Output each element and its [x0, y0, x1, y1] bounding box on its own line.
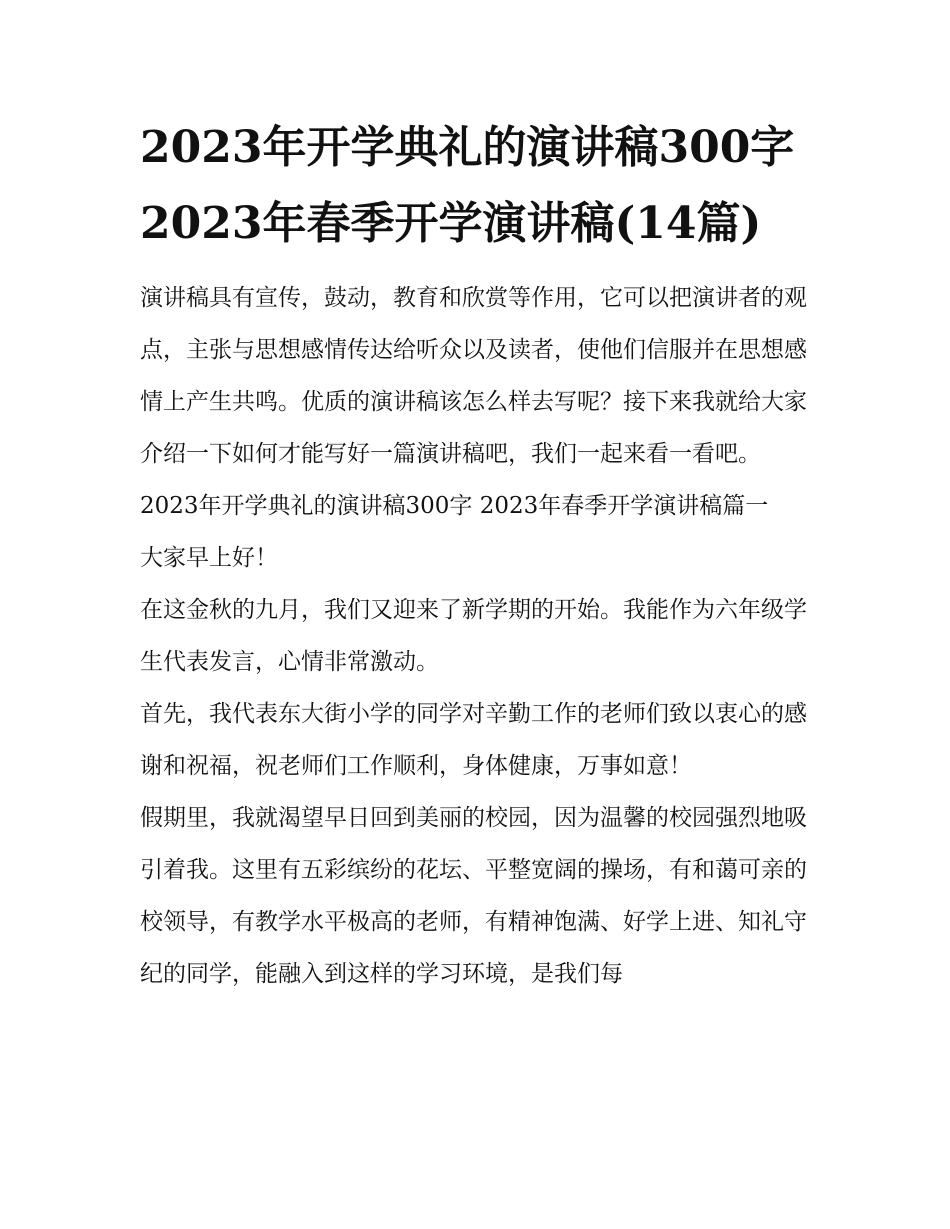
document-title: 2023年开学典礼的演讲稿300字 2023年春季开学演讲稿(14篇): [140, 122, 795, 249]
body-paragraph: 假期里，我就渴望早日回到美丽的校园，因为温馨的校园强烈地吸引着我。这里有五彩缤纷的花坛、平整宽阔的操场，有和蔼可亲的校领导，有教学水平极高的老师，有精神饱满、好学上进、知礼守纪的同学，能融入到这样的学习环境，是我们每: [140, 805, 807, 987]
section-heading: 2023年开学典礼的演讲稿300字 2023年春季开学演讲稿篇一: [140, 493, 769, 519]
greeting-paragraph: 大家早上好！: [140, 545, 278, 571]
body-paragraph: 在这金秋的九月，我们又迎来了新学期的开始。我能作为六年级学生代表发言，心情非常激动。: [140, 597, 807, 675]
document-page: [140, 110, 820, 1000]
body-paragraph: 首先，我代表东大街小学的同学对辛勤工作的老师们致以衷心的感谢和祝福，祝老师们工作顺利，身体健康，万事如意！: [140, 701, 807, 779]
intro-paragraph: 演讲稿具有宣传，鼓动，教育和欣赏等作用，它可以把演讲者的观点，主张与思想感情传达给听众以及读者，使他们信服并在思想感情上产生共鸣。优质的演讲稿该怎么样去写呢？接下来我就给大家介绍一下如何才能写好一篇演讲稿吧，我们一起来看一看吧。: [140, 285, 807, 467]
